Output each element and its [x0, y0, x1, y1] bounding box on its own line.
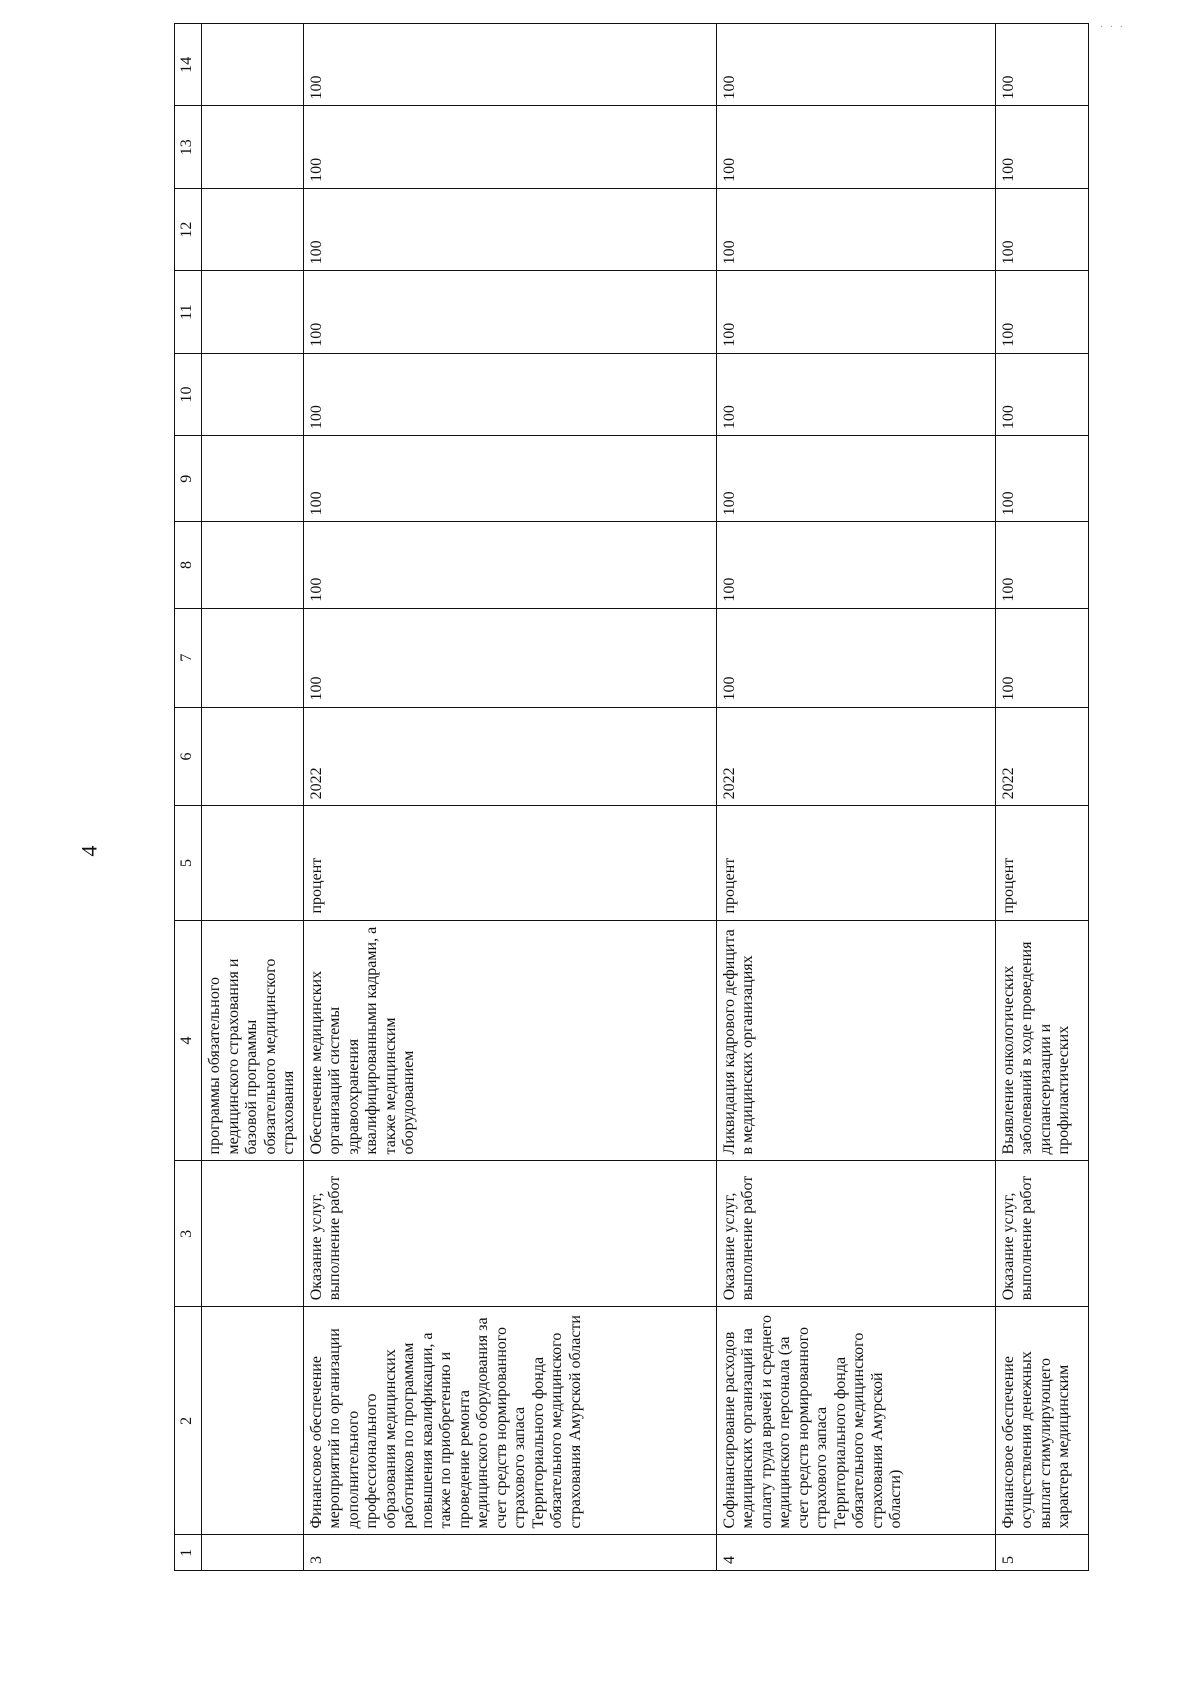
table-cell: 100 [303, 522, 716, 608]
table-cell [202, 522, 304, 608]
table-cell [202, 436, 304, 522]
table-row [716, 24, 995, 1571]
header-cell: 8 [175, 522, 202, 608]
table-cell: 3 [303, 1535, 716, 1571]
table-cell [202, 24, 304, 106]
table-cell: Обеспечение медицинских организаций системы здравоохранения квалифицированными кадрами, а также медицинским оборудованием [303, 920, 716, 1161]
page-number: 4 [76, 845, 102, 857]
table-cell: 100 [303, 271, 716, 353]
scan-speck: · · · [1100, 22, 1125, 33]
table-cell: Финансовое обеспечение мероприятий по организации дополнительного профессионального образования медицинских работников по программам повышения квалификации, а также по приобретению и проведение ремонта медицинского оборудования за счет средств нормированного страхового запаса Территориального фонда обязательного медицинского страхования Амурской области [303, 1307, 716, 1535]
table-cell: процент [716, 806, 995, 920]
table-cell: 100 [995, 436, 1088, 522]
table-cell: 100 [995, 106, 1088, 188]
table-cell: 100 [303, 188, 716, 270]
header-cell: 14 [175, 24, 202, 106]
header-cell: 12 [175, 188, 202, 270]
table-cell: Ликвидация кадрового дефицита в медицинских организациях [716, 920, 995, 1161]
table-cell: 100 [716, 188, 995, 270]
table-cell: 100 [716, 106, 995, 188]
table-row [303, 24, 716, 1571]
header-cell: 9 [175, 436, 202, 522]
table-cell [202, 106, 304, 188]
table-cell [202, 1307, 304, 1535]
table-cell: 100 [995, 188, 1088, 270]
table-cell [202, 188, 304, 270]
table-cell: 100 [716, 608, 995, 707]
header-cell: 4 [175, 920, 202, 1161]
table-cell: Финансовое обеспечение осуществления денежных выплат стимулирующего характера медицинским [995, 1307, 1088, 1535]
table-cell: Софинансирование расходов медицинских организаций на оплату труда врачей и среднего медицинского персонала (за счет средств нормированного страхового запаса Территориального фонда обязательного медицинского страхования Амурской области) [716, 1307, 995, 1535]
table-row [202, 24, 304, 1571]
header-cell: 2 [175, 1307, 202, 1535]
table-cell: 5 [995, 1535, 1088, 1571]
table-cell: 100 [716, 522, 995, 608]
indicators-table [174, 23, 1089, 1571]
table-cell: Оказание услуг, выполнение работ [716, 1161, 995, 1307]
header-cell: 6 [175, 707, 202, 806]
header-cell: 5 [175, 806, 202, 920]
table-cell: 100 [995, 353, 1088, 435]
table-cell: 100 [716, 353, 995, 435]
table-cell: 100 [995, 271, 1088, 353]
table-cell: процент [303, 806, 716, 920]
table-cell: Оказание услуг, выполнение работ [995, 1161, 1088, 1307]
table-cell: 2022 [716, 707, 995, 806]
table-cell: 100 [995, 24, 1088, 106]
table-row [995, 24, 1088, 1571]
table-cell: 100 [995, 608, 1088, 707]
table-cell: Оказание услуг, выполнение работ [303, 1161, 716, 1307]
table-cell [202, 707, 304, 806]
header-cell: 1 [175, 1535, 202, 1571]
table-cell [202, 1535, 304, 1571]
table-cell: 2022 [303, 707, 716, 806]
table-cell: 100 [716, 436, 995, 522]
header-cell: 10 [175, 353, 202, 435]
table-cell: 100 [303, 608, 716, 707]
table-cell: 100 [716, 24, 995, 106]
table-cell [202, 1161, 304, 1307]
header-cell: 7 [175, 608, 202, 707]
table-cell: 100 [303, 436, 716, 522]
table-cell: 100 [303, 353, 716, 435]
table-cell: 4 [716, 1535, 995, 1571]
header-cell: 11 [175, 271, 202, 353]
table-cell: процент [995, 806, 1088, 920]
table-cell: 100 [303, 106, 716, 188]
header-cell: 3 [175, 1161, 202, 1307]
table-cell: программы обязательного медицинского страхования и базовой программы обязательного медицинского страхования [202, 920, 304, 1161]
table-cell: 100 [716, 271, 995, 353]
table-cell [202, 806, 304, 920]
table-cell [202, 353, 304, 435]
table-cell [202, 271, 304, 353]
header-cell: 13 [175, 106, 202, 188]
table-cell: Выявление онкологических заболеваний в ходе проведения диспансеризации и профилактических [995, 920, 1088, 1161]
table-cell: 100 [303, 24, 716, 106]
rotated-table-container [174, 23, 1072, 1571]
table-cell: 100 [995, 522, 1088, 608]
table-cell: 2022 [995, 707, 1088, 806]
table-cell [202, 608, 304, 707]
header-row [175, 24, 202, 1571]
